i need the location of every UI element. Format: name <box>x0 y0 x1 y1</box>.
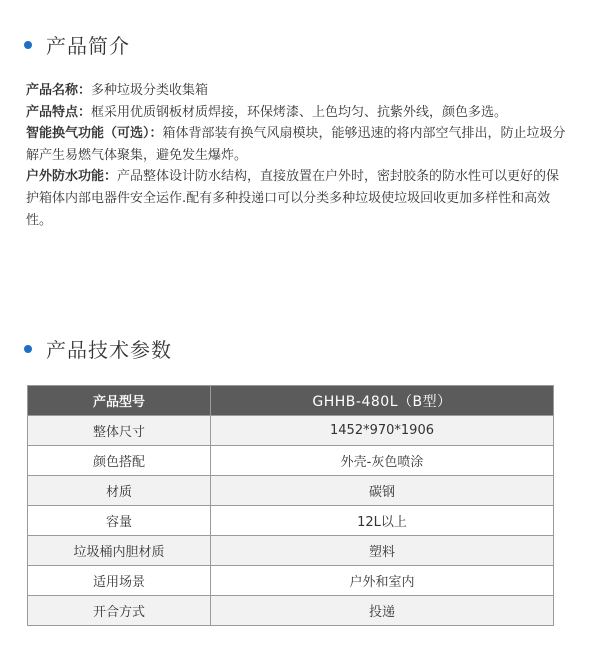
intro-text: 产品整体设计防水结构，直接放置在户外时，密封胶条的防水性可以更好的保护箱体内部电器件安全运作.配有多种投递口可以分类多种垃圾使垃圾回收更加多样性和高效性。 <box>26 169 560 228</box>
spec-value-cell: 塑料 <box>211 536 554 566</box>
table-row <box>28 596 554 626</box>
intro-line-waterproof <box>26 166 566 231</box>
table-header-row <box>28 386 554 416</box>
table-row <box>28 536 554 566</box>
section-heading-params <box>24 334 172 363</box>
spec-value-cell: 外壳-灰色喷涂 <box>211 446 554 476</box>
header-label-cell: 产品型号 <box>28 386 211 416</box>
intro-text: 多种垃圾分类收集箱 <box>91 83 209 98</box>
spec-label-cell: 整体尺寸 <box>28 416 211 446</box>
spec-label-cell: 容量 <box>28 506 211 536</box>
spec-label-cell: 垃圾桶内胆材质 <box>28 536 211 566</box>
intro-line-name <box>26 80 566 102</box>
header-value-cell: GHHB-480L（B型） <box>211 386 554 416</box>
product-intro <box>26 80 566 231</box>
bullet-dot-icon <box>24 345 32 353</box>
intro-text: 箱体背部装有换气风扇模块，能够迅速的将内部空气排出，防止垃圾分解产生易燃气体聚集，避免发生爆炸。 <box>26 126 566 163</box>
intro-label: 户外防水功能： <box>26 169 118 185</box>
spec-label-cell: 适用场景 <box>28 566 211 596</box>
intro-label: 智能换气功能（可选）： <box>26 126 163 142</box>
spec-value-cell: 投递 <box>211 596 554 626</box>
spec-value-cell: 户外和室内 <box>211 566 554 596</box>
spec-label-cell: 颜色搭配 <box>28 446 211 476</box>
table-row <box>28 506 554 536</box>
spec-label-cell: 开合方式 <box>28 596 211 626</box>
section-title: 产品简介 <box>46 34 130 58</box>
table-row <box>28 446 554 476</box>
spec-value-cell: 12L以上 <box>211 506 554 536</box>
intro-label: 产品特点： <box>26 104 92 120</box>
bullet-dot-icon <box>24 41 32 49</box>
spec-table <box>27 385 554 626</box>
intro-line-features <box>26 102 566 124</box>
table-row <box>28 416 554 446</box>
table-row <box>28 476 554 506</box>
table-row <box>28 566 554 596</box>
spec-value-cell: 碳钢 <box>211 476 554 506</box>
spec-value-cell: 1452*970*1906 <box>211 416 554 446</box>
section-title: 产品技术参数 <box>46 338 172 362</box>
section-heading-intro <box>24 30 130 59</box>
intro-line-ventilation <box>26 123 566 166</box>
spec-label-cell: 材质 <box>28 476 211 506</box>
intro-text: 框采用优质钢板材质焊接，环保烤漆、上色均匀、抗紫外线，颜色多选。 <box>91 104 508 120</box>
intro-label: 产品名称： <box>26 83 92 98</box>
